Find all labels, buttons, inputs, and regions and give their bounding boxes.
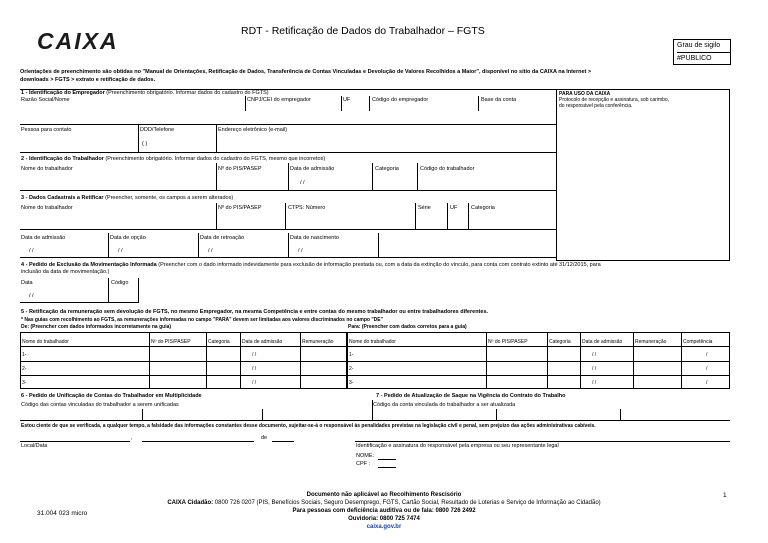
- s3-categoria-field[interactable]: [471, 212, 554, 227]
- s5-right-date-1: / /: [592, 352, 597, 358]
- section-5-sub: * Nas guias com recolhimento ao FGTS, as remunerações informadas no campo "PARA" devem ser limitadas aos valores discriminados no campo "DE": [21, 317, 384, 323]
- s5-left-col-3: Data de admissão: [242, 339, 283, 345]
- section-1-heading: [21, 90, 269, 97]
- s5-right-col-5: Competência: [683, 339, 713, 345]
- section-1-title: 1 - Identificação do Empregador: [21, 90, 105, 96]
- base-conta-field[interactable]: [481, 104, 554, 111]
- cnpj-field[interactable]: [247, 104, 339, 111]
- s6-account-3[interactable]: [264, 409, 370, 419]
- day-month-field[interactable]: [143, 433, 253, 441]
- caixa-use-box: [556, 89, 730, 261]
- s2-categoria-field[interactable]: [375, 173, 415, 188]
- s5-right-col-1: Nº do PIS/PASEP: [488, 339, 528, 345]
- section-5-para: Para: (Preencher com dados corretos para a guia): [348, 324, 467, 330]
- section-1-note: (Preenchimento obrigatório. Informar dados do cadastro do FGTS): [106, 90, 269, 96]
- s2-admissao-label: Data de admissão: [290, 166, 335, 172]
- s5-right-row-2: 2-: [349, 366, 354, 372]
- s3-admissao-field[interactable]: [21, 242, 106, 255]
- pessoa-contato-label: Pessoa para contato: [21, 127, 72, 133]
- page-number: 1: [723, 492, 727, 499]
- s6-account-2[interactable]: [144, 409, 260, 419]
- section-3-heading: [21, 195, 233, 202]
- s7-account-3[interactable]: [622, 409, 728, 419]
- s3-ctps-label: CTPS: Número: [288, 205, 326, 211]
- s3-retroacao-label: Data de retroação: [200, 235, 245, 241]
- s3-pis-label: Nº do PIS/PASEP: [218, 205, 262, 211]
- s5-left-col-4: Remuneração: [302, 339, 334, 345]
- uf-field[interactable]: [343, 104, 367, 111]
- s2-codigo-label: Código do trabalhador: [420, 166, 475, 172]
- section-4-title: 4 - Pedido de Exclusão da Movimentação Informada: [21, 262, 157, 268]
- s5-comp-1: /: [706, 352, 708, 358]
- ddd-telefone-label: DDD/Telefone: [140, 127, 175, 133]
- section-4-heading: [21, 262, 601, 269]
- pessoa-contato-field[interactable]: [21, 135, 136, 149]
- s5-row-2-input[interactable]: [30, 362, 147, 374]
- ddd-telefone-field[interactable]: [150, 135, 214, 149]
- s7-account-2[interactable]: [498, 409, 618, 419]
- footer-link[interactable]: caixa.gov.br: [366, 524, 402, 530]
- razao-social-field[interactable]: [21, 104, 243, 111]
- grau-sigilo-box: [673, 39, 731, 65]
- s5-right-date-3: / /: [592, 380, 597, 386]
- s3-pis-field[interactable]: [218, 212, 283, 227]
- s2-nome-field[interactable]: [21, 173, 214, 188]
- year-field[interactable]: [273, 433, 293, 441]
- intro-line-1: Orientações de preenchimento são obtidas no "Manual de Orientações, Retificação de Dados, Transferência de Contas Vinculadas e Devolução de Valores Recolhidos a Maior", disponível no sítio da CAIXA na Internet >: [20, 69, 592, 75]
- footer-line-1: Documento não aplicável ao Recolhimento Rescisório: [306, 492, 462, 498]
- section-4-note-2: inclusão da data de movimentação.): [21, 269, 110, 275]
- s3-admissao-label: Data de admissão: [21, 235, 66, 241]
- section-5-title: 5 - Retificação da remuneração sem devolução de FGTS, no mesmo Empregador, na mesma Competência e entre contas do mesmo trabalhador ou entre trabalhadores diferentes.: [21, 309, 489, 315]
- s5-right-col-0: Nome do trabalhador: [349, 339, 396, 345]
- s2-pis-field[interactable]: [218, 173, 286, 188]
- codigo-empregador-label: Código do empregador: [372, 97, 429, 103]
- caixa-box-line-2: do responsável pela conferência.: [559, 103, 633, 109]
- s5-left-col-1: Nº do PIS/PASEP: [151, 339, 191, 345]
- razao-social-label: Razão Social/Nome: [21, 97, 70, 103]
- s3-serie-field[interactable]: [418, 212, 445, 227]
- form-code: 31.004 023 micro: [37, 510, 88, 517]
- s5-row-3-input[interactable]: [30, 376, 147, 388]
- s5-right-row-1: 1-: [349, 352, 354, 358]
- s5-para-row-1-input[interactable]: [357, 348, 484, 360]
- s5-comp-2: /: [706, 366, 708, 372]
- s3-categoria-label: Categoria: [471, 205, 495, 211]
- s3-admissao-mask: / /: [29, 248, 34, 254]
- s3-opcao-field[interactable]: [110, 242, 196, 255]
- sig-comma: ,: [131, 435, 133, 441]
- caixa-box-title: PARA USO DA CAIXA: [559, 91, 611, 97]
- s3-nome-field[interactable]: [21, 212, 214, 227]
- cnpj-label: CNPJ/CEI do empregador: [247, 97, 311, 103]
- section-7-title: 7 - Pedido de Atualização de Saque na Vigência do Contrato do Trabalho: [376, 393, 566, 399]
- s2-categoria-label: Categoria: [375, 166, 399, 172]
- email-field[interactable]: [218, 135, 554, 149]
- s2-admissao-field[interactable]: [290, 173, 370, 188]
- identificacao-label: Identificação e assinatura do responsável pela empresa ou seu representante legal: [356, 443, 559, 449]
- s3-retroacao-field[interactable]: [200, 242, 286, 255]
- s5-right-date-2: / /: [592, 366, 597, 372]
- s5-para-row-3-input[interactable]: [357, 376, 484, 388]
- section-7-label: Código da conta vinculada do trabalhador a ser atualizada: [373, 402, 516, 408]
- footer-line-2: [0, 500, 768, 508]
- grau-sigilo-value: #PUBLICO: [677, 55, 712, 62]
- s5-left-date-3: / /: [252, 380, 257, 386]
- s5-left-row-1: 1-: [22, 352, 27, 358]
- s3-nascimento-mask: / /: [298, 248, 303, 254]
- s5-para-row-2-input[interactable]: [357, 362, 484, 374]
- section-6-title: 6 - Pedido de Unificação de Contas do Trabalhador em Multiplicidade: [21, 393, 202, 399]
- s3-opcao-label: Data de opção: [110, 235, 146, 241]
- base-conta-label: Base da conta: [481, 97, 517, 103]
- s4-data-mask: / /: [29, 293, 34, 299]
- section-3-title: 3 - Dados Cadastrais a Retificar: [21, 195, 104, 201]
- caixa-logo: CAIXA: [37, 28, 119, 54]
- section-2-heading: [21, 156, 325, 163]
- s5-left-col-2: Categoria: [208, 339, 230, 345]
- s3-ctps-field[interactable]: [288, 212, 413, 227]
- s3-nascimento-field[interactable]: [290, 242, 376, 255]
- s3-retroacao-mask: / /: [208, 248, 213, 254]
- footer-line-3: Para pessoas com deficiência auditiva ou de fala: 0800 726 2492: [292, 508, 476, 514]
- s5-right-col-2: Categoria: [549, 339, 571, 345]
- sig-de: de: [261, 435, 268, 441]
- s3-opcao-mask: / /: [118, 248, 123, 254]
- declaration-text: Estou ciente de que se verificada, a qualquer tempo, a falsidade das informações constantes desse documento, sujeitar-se-á o responsável às penalidades previstas na legislação civil e penal, sem prejuízo das ações administrativas cabíveis.: [21, 423, 596, 429]
- footer-caixa-cidadao: CAIXA Cidadão:: [167, 500, 214, 506]
- s5-row-1-input[interactable]: [30, 348, 147, 360]
- section-2-note: (Preenchimento obrigatório. Informar dados do cadastro do FGTS, mesmo que incorretos): [105, 156, 326, 162]
- nome-label: NOME:: [356, 453, 375, 459]
- s5-left-row-3: 3-: [22, 380, 27, 386]
- ddd-mask: ( ): [142, 141, 148, 147]
- footer-phone-info: 0800 726 0207 (PIS, Benefícios Sociais, Seguro Desemprego, FGTS, Cartão Social, Resultado de Loterias e Serviço de Informação ao Cidadão): [213, 500, 601, 506]
- local-data-label: Local/Data: [21, 443, 48, 449]
- s3-uf-field[interactable]: [450, 212, 466, 227]
- s5-left-row-2: 2-: [22, 366, 27, 372]
- section-5-de: De: (Preencher com dados informados incorretamente na guia): [21, 324, 172, 330]
- s6-account-1[interactable]: [22, 409, 140, 419]
- local-field[interactable]: [21, 433, 129, 441]
- section-6-label: Código das contas vinculadas do trabalhador a serem unificadas: [21, 402, 179, 408]
- email-label: Endereço eletrônico (e-mail): [218, 127, 288, 133]
- codigo-empregador-field[interactable]: [372, 104, 476, 111]
- s2-nome-label: Nome do trabalhador: [21, 166, 73, 172]
- s5-left-date-2: / /: [252, 366, 257, 372]
- caixa-box-line-1: Protocolo de recepção e assinatura, sob carimbo,: [559, 97, 670, 103]
- footer-line-4: Ouvidoria: 0800 725 7474: [348, 516, 420, 522]
- section-2-title: 2 - Identificação do Trabalhador: [21, 156, 104, 162]
- s5-left-col-0: Nome do trabalhador: [22, 339, 69, 345]
- s2-pis-label: Nº do PIS/PASEP: [218, 166, 262, 172]
- s3-uf-label: UF: [450, 205, 458, 211]
- s3-serie-label: Série: [418, 205, 431, 211]
- section-4-note-1: (Preencher com o dado informado indevidamente para exclusão de informação prestada ou, com a data da extinção do vínculo, para conta com contrato extinto até 31/12/2015, para: [158, 262, 601, 268]
- s5-right-col-3: Data de admissão: [582, 339, 623, 345]
- s5-right-col-4: Remuneração: [635, 339, 667, 345]
- page-title: RDT - Retificação de Dados do Trabalhador – FGTS: [241, 25, 485, 37]
- s5-left-date-1: / /: [252, 352, 257, 358]
- signature-field[interactable]: [356, 433, 728, 441]
- s3-nome-label: Nome do trabalhador: [21, 205, 73, 211]
- s4-data-label: Data: [21, 280, 33, 286]
- s5-comp-3: /: [706, 380, 708, 386]
- s2-codigo-field[interactable]: [420, 173, 554, 188]
- cpf-label: CPF :: [356, 461, 371, 467]
- grau-sigilo-label: Grau de sigilo: [677, 40, 730, 53]
- s5-right-row-3: 3-: [349, 380, 354, 386]
- uf-label: UF: [343, 97, 351, 103]
- s7-account-1[interactable]: [374, 409, 494, 419]
- s4-codigo-label: Código: [111, 280, 129, 286]
- section-3-note: (Preencher, somente, os campos a serem alterados): [105, 195, 234, 201]
- s3-nascimento-label: Data de nascimento: [290, 235, 339, 241]
- s2-admissao-mask: / /: [300, 180, 305, 186]
- s4-codigo-field[interactable]: [110, 287, 136, 300]
- intro-line-2: downloads > FGTS > extrato e retificação de dados.: [20, 77, 156, 83]
- s4-data-field[interactable]: [21, 287, 106, 300]
